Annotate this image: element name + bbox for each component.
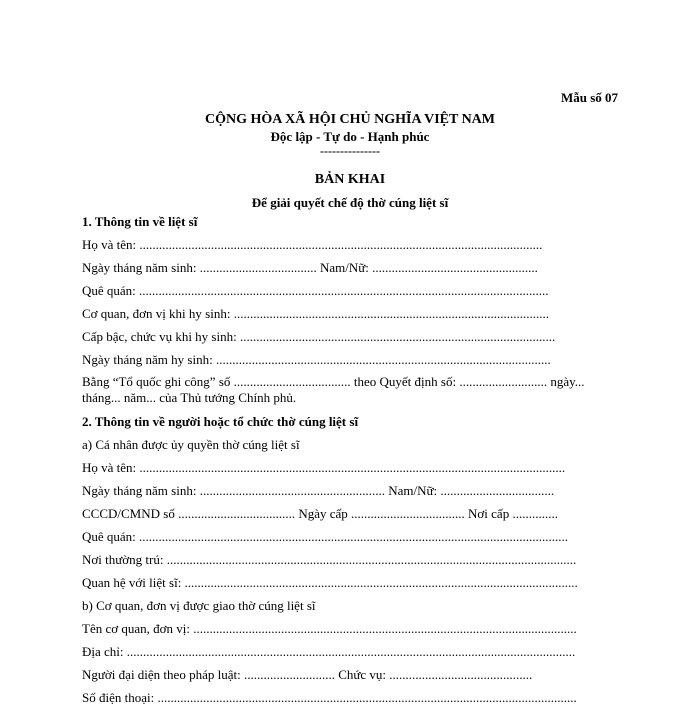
certificate-line-2: tháng... năm... của Thủ tướng Chính phủ. (82, 390, 297, 405)
martyr-birth-gender-field[interactable]: Ngày tháng năm sinh: .................................... Nam/Nữ: ................................................... (82, 260, 538, 275)
worshipper-hometown-field[interactable]: Quê quán: .................................................................................................................................... (82, 529, 569, 544)
worshipper-id-field[interactable]: CCCD/CMND số .................................... Ngày cấp ................................... Nơi cấp .............. (82, 506, 558, 521)
document-header (0, 111, 700, 211)
section-1-heading: 1. Thông tin về liệt sĩ (82, 214, 198, 229)
organization-name-field[interactable]: Tên cơ quan, đơn vị: ...................................................................................................................... (82, 621, 577, 636)
worshipper-relation-field[interactable]: Quan hệ với liệt sĩ: ......................................................................................................................... (82, 575, 578, 590)
worshipper-name-field[interactable]: Họ và tên: ................................................................................................................................... (82, 460, 566, 475)
part-a-label: a) Cá nhân được ủy quyền thờ cúng liệt sĩ (82, 437, 300, 452)
martyr-unit-field[interactable]: Cơ quan, đơn vị khi hy sinh: ................................................................................................. (82, 306, 549, 321)
worshipper-birth-gender-field[interactable]: Ngày tháng năm sinh: ......................................................... Nam/Nữ: ................................... (82, 483, 555, 498)
section-2-heading: 2. Thông tin về người hoặc tổ chức thờ cúng liệt sĩ (82, 414, 359, 429)
form-body (82, 210, 627, 709)
legal-representative-field[interactable]: Người đại diện theo pháp luật: ............................ Chức vụ: ............................................ (82, 667, 533, 682)
martyr-death-date-field[interactable]: Ngày tháng năm hy sinh: ....................................................................................................... (82, 352, 551, 367)
martyr-hometown-field[interactable]: Quê quán: .............................................................................................................................. (82, 283, 549, 298)
organization-address-field[interactable]: Địa chỉ: .......................................................................................................................................... (82, 644, 576, 659)
national-title: CỘNG HÒA XÃ HỘI CHỦ NGHĨA VIỆT NAM (204, 112, 495, 127)
form-number: Mẫu số 07 (560, 90, 618, 105)
phone-number-field[interactable]: Số điện thoại: ................................................................................................................................. (82, 690, 577, 705)
national-motto: Độc lập - Tự do - Hạnh phúc (270, 129, 430, 144)
certificate-field[interactable] (82, 371, 627, 410)
worshipper-residence-field[interactable]: Nơi thường trú: .............................................................................................................................. (82, 552, 577, 567)
martyr-rank-field[interactable]: Cấp bậc, chức vụ khi hy sinh: ................................................................................................. (82, 329, 556, 344)
part-b-label: b) Cơ quan, đơn vị được giao thờ cúng liệt sĩ (82, 598, 316, 613)
certificate-line-1: Bằng “Tổ quốc ghi công” số .................................... theo Quyết định số: ........................... ngày... (82, 374, 585, 389)
document-title: BẢN KHAI (314, 172, 386, 187)
martyr-name-field[interactable]: Họ và tên: ............................................................................................................................ (82, 237, 543, 252)
header-separator: --------------- (320, 144, 380, 158)
document-subtitle: Để giải quyết chế độ thờ cúng liệt sĩ (251, 195, 449, 210)
